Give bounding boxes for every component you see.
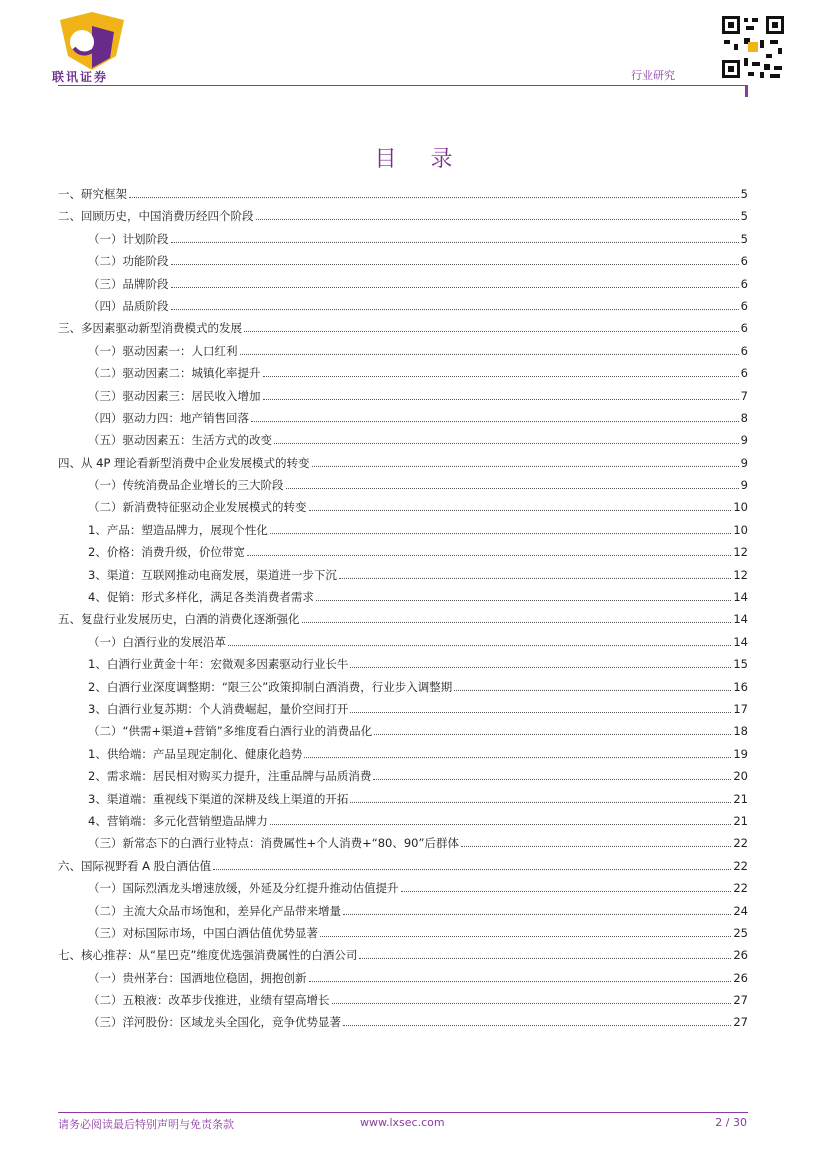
toc-entry[interactable] [58,253,748,275]
toc-leader-dots [359,957,731,959]
toc-leader-dots [316,599,732,601]
qr-code-icon [720,14,786,80]
toc-entry-page: 26 [733,970,748,985]
toc-entry-page: 17 [733,701,748,716]
toc-leader-dots [263,375,739,377]
toc-entry[interactable] [58,477,748,499]
toc-entry-title: （二）功能阶段 [88,254,169,269]
toc-leader-dots [350,801,731,803]
toc-entry-title: 二、回顾历史，中国消费历经四个阶段 [58,209,254,224]
toc-entry[interactable] [58,679,748,701]
toc-leader-dots [240,353,739,355]
toc-entry[interactable] [58,947,748,969]
toc-entry[interactable] [58,567,748,589]
toc-entry-title: （一）国际烈酒龙头增速放缓，外延及分红提升推动估值提升 [88,881,399,896]
toc-entry-title: 2、需求端：居民相对购买力提升，注重品牌与品质消费 [88,769,372,784]
toc-leader-dots [461,845,731,847]
toc-leader-dots [213,868,731,870]
toc-entry-title: 4、营销端：多元化营销塑造品牌力 [88,813,268,828]
toc-leader-dots [247,554,732,556]
footer-disclaimer: 请务必阅读最后特别声明与免责条款 [58,1118,234,1131]
toc-entry-page: 14 [733,590,748,605]
toc-entry[interactable] [58,522,748,544]
toc-entry-title: （二）“供需+渠道+营销”多维度看白酒行业的消费品化 [88,724,373,739]
toc-entry-title: 2、价格：消费升级，价位带宽 [88,545,245,560]
toc-entry-title: 四、从 4P 理论看新型消费中企业发展模式的转变 [58,455,310,470]
toc-entry-title: （二）五粮液：改革步伐推进，业绩有望高增长 [88,993,330,1008]
toc-leader-dots [171,263,739,265]
toc-entry-title: 3、渠道端：重视线下渠道的深耕及线上渠道的开拓 [88,791,349,806]
toc-entry-page: 6 [740,254,748,269]
toc-entry[interactable] [58,970,748,992]
toc-entry[interactable] [58,746,748,768]
toc-entry-page: 19 [733,746,748,761]
toc-leader-dots [244,330,739,332]
toc-entry-title: （三）驱动因素三：居民收入增加 [88,388,261,403]
toc-entry-title: 五、复盘行业发展历史，白酒的消费化逐渐强化 [58,612,300,627]
toc-leader-dots [350,666,731,668]
toc-leader-dots [171,308,739,310]
toc-leader-dots [373,778,731,780]
toc-entry-title: （五）驱动因素五：生活方式的改变 [88,433,272,448]
toc-entry-title: 1、产品：塑造品牌力，展现个性化 [88,522,268,537]
toc-entry[interactable] [58,656,748,678]
toc-heading: 目录 [374,147,487,172]
toc-entry-title: 1、白酒行业黄金十年：宏微观多因素驱动行业长牛 [88,657,349,672]
toc-entry-page: 12 [733,545,748,560]
toc-leader-dots [256,218,739,220]
toc-entry-page: 5 [740,187,748,201]
toc-entry-title: （一）计划阶段 [88,231,169,246]
toc-entry[interactable] [58,835,748,857]
toc-entry-page: 22 [733,858,748,873]
toc-entry-page: 16 [733,679,748,694]
toc-entry[interactable] [58,365,748,387]
toc-entry[interactable] [58,410,748,432]
toc-entry[interactable] [58,813,748,835]
toc-entry[interactable] [58,589,748,611]
toc-entry-title: （三）对标国际市场，中国白酒估值优势显著 [88,925,318,940]
toc-entry-page: 26 [733,948,748,963]
toc-entry-title: 2、白酒行业深度调整期：“限三公”政策抑制白酒消费，行业步入调整期 [88,679,453,694]
toc-entry[interactable] [58,701,748,723]
toc-entry-page: 10 [733,522,748,537]
toc-leader-dots [343,1024,731,1026]
toc-entry[interactable] [58,1014,748,1036]
toc-entry-page: 22 [733,836,748,851]
footer-divider [58,1112,748,1113]
toc-entry[interactable] [58,611,748,633]
toc-entry-page: 5 [740,209,748,224]
toc-entry-page: 7 [740,388,748,403]
toc-entry-title: （一）传统消费品企业增长的三大阶段 [88,478,284,493]
toc-leader-dots [251,420,739,422]
toc-entry-title: （三）品牌阶段 [88,276,169,291]
toc-entry[interactable] [58,208,748,230]
toc-entry[interactable] [58,791,748,813]
toc-leader-dots [270,823,732,825]
toc-entry-title: 六、国际视野看 A 股白酒估值 [58,858,212,873]
toc-entry[interactable] [58,388,748,410]
toc-entry-title: （三）洋河股份：区域龙头全国化，竞争优势显著 [88,1015,341,1030]
toc-entry-title: 七、核心推荐：从“星巴克”维度优选强消费属性的白酒公司 [58,948,358,963]
toc-leader-dots [302,621,732,623]
toc-entry[interactable] [58,903,748,925]
toc-leader-dots [171,286,739,288]
toc-entry[interactable] [58,858,748,880]
toc-entry-page: 10 [733,500,748,515]
toc-entry-title: （二）驱动因素二：城镇化率提升 [88,366,261,381]
toc-entry-title: （一）贵州茅台：国酒地位稳固，拥抱创新 [88,970,307,985]
toc-entry-page: 27 [733,1015,748,1030]
footer-page-number: 2 / 30 [715,1116,747,1129]
toc-entry-title: （四）驱动力四：地产销售回落 [88,410,249,425]
toc-leader-dots [304,756,731,758]
toc-entry-page: 27 [733,993,748,1008]
toc-leader-dots [401,890,732,892]
toc-entry-page: 22 [733,881,748,896]
toc-entry-title: （三）新常态下的白酒行业特点：消费属性+个人消费+“80、90”后群体 [88,836,459,851]
toc-leader-dots [312,465,739,467]
footer-website: www.lxsec.com [360,1116,445,1129]
toc-entry-page: 14 [733,612,748,627]
toc-entry[interactable] [58,544,748,566]
toc-leader-dots [309,980,732,982]
toc-entry[interactable] [58,186,748,208]
toc-entry-title: （二）主流大众品市场饱和，差异化产品带来增量 [88,903,341,918]
toc-entry-page: 6 [740,321,748,336]
toc-entry-page: 6 [740,366,748,381]
toc-entry-title: 3、渠道：互联网推动电商发展，渠道进一步下沉 [88,567,337,582]
toc-entry-title: 一、研究框架 [58,187,127,201]
toc-leader-dots [263,398,739,400]
toc-entry[interactable] [58,320,748,342]
toc-entry[interactable] [58,499,748,521]
toc-entry[interactable] [58,231,748,253]
toc-leader-dots [286,487,739,489]
toc-entry-title: （一）白酒行业的发展沿革 [88,634,226,649]
toc-entry-page: 21 [733,791,748,806]
toc-entry-page: 20 [733,769,748,784]
toc-entry[interactable] [58,343,748,365]
toc-entry-title: 3、白酒行业复苏期：个人消费崛起，量价空间打开 [88,701,349,716]
toc-entry-page: 9 [740,478,748,493]
toc-entry-page: 6 [740,276,748,291]
logo-text: 联讯证券 [52,70,109,84]
header-divider [58,85,748,86]
toc-entry-page: 15 [733,657,748,672]
toc-entry[interactable] [58,880,748,902]
toc-leader-dots [332,1002,732,1004]
toc-entry-title: （四）品质阶段 [88,298,169,313]
toc-leader-dots [320,935,731,937]
toc-entry-page: 24 [733,903,748,918]
toc-leader-dots [343,913,731,915]
toc-entry[interactable] [58,634,748,656]
toc-entry-title: 4、促销：形式多样化，满足各类消费者需求 [88,590,314,605]
toc-entry-page: 21 [733,813,748,828]
toc-entry-page: 8 [740,410,748,425]
page-header [0,0,827,100]
toc-entry[interactable] [58,768,748,790]
toc-leader-dots [129,196,739,198]
table-of-contents [58,186,748,1037]
toc-entry[interactable] [58,455,748,477]
toc-entry-page: 14 [733,634,748,649]
toc-entry-page: 12 [733,567,748,582]
toc-entry[interactable] [58,992,748,1014]
toc-entry-page: 6 [740,343,748,358]
toc-entry-page: 6 [740,298,748,313]
toc-leader-dots [309,509,732,511]
toc-entry-title: （一）驱动因素一：人口红利 [88,343,238,358]
toc-leader-dots [454,689,731,691]
toc-entry-page: 25 [733,925,748,940]
toc-entry-title: 1、供给端：产品呈现定制化、健康化趋势 [88,746,303,761]
toc-leader-dots [374,733,731,735]
toc-entry[interactable] [58,276,748,298]
toc-entry[interactable] [58,925,748,947]
toc-leader-dots [350,711,731,713]
toc-entry-page: 9 [740,455,748,470]
toc-entry-page: 5 [740,231,748,246]
toc-leader-dots [274,442,739,444]
toc-entry[interactable] [58,298,748,320]
toc-leader-dots [171,241,739,243]
toc-entry[interactable] [58,723,748,745]
section-label: 行业研究 [631,69,675,82]
toc-leader-dots [270,532,732,534]
toc-entry-title: （二）新消费特征驱动企业发展模式的转变 [88,500,307,515]
header-divider-end [745,85,748,97]
toc-leader-dots [339,577,732,579]
toc-leader-dots [228,644,731,646]
toc-entry-title: 三、多因素驱动新型消费模式的发展 [58,321,242,336]
toc-entry-page: 9 [740,433,748,448]
toc-entry[interactable] [58,432,748,454]
toc-entry-page: 18 [733,724,748,739]
